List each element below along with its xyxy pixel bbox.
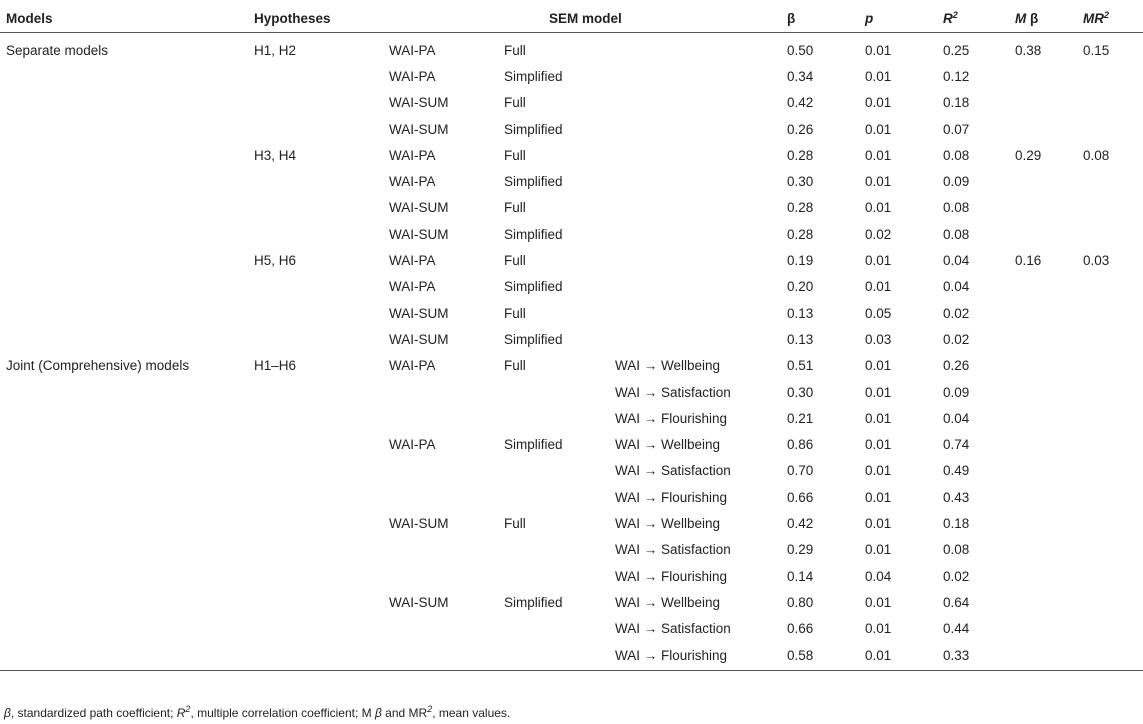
cell-wai-measure xyxy=(383,537,498,563)
table-row xyxy=(0,274,1143,300)
cell-beta: 0.70 xyxy=(787,463,814,479)
cell-model-type xyxy=(498,616,609,642)
cell-model xyxy=(0,484,248,510)
cell-p: 0.01 xyxy=(865,621,892,637)
table-row xyxy=(0,458,1143,484)
cell-p: 0.04 xyxy=(865,568,892,584)
cell-wai-measure xyxy=(383,484,498,510)
cell-mr2 xyxy=(1077,431,1143,457)
cell-p: 0.01 xyxy=(865,174,892,190)
cell-beta: 0.50 xyxy=(787,42,814,58)
cell-beta: 0.86 xyxy=(787,437,814,453)
cell-mr2 xyxy=(1077,642,1143,671)
cell-path xyxy=(609,300,781,326)
cell-beta: 0.58 xyxy=(781,642,859,671)
cell-mr2: 0.03 xyxy=(1083,253,1110,269)
cell-m-beta xyxy=(1009,274,1077,300)
cell-m-beta xyxy=(1009,458,1077,484)
cell-p: 0.01 xyxy=(865,253,892,269)
cell-model-type: Simplified xyxy=(504,121,563,137)
cell-beta: 0.34 xyxy=(787,68,814,84)
cell-path: WAI → Flourishing xyxy=(609,642,781,671)
cell-hypotheses xyxy=(248,221,383,247)
cell-model xyxy=(0,300,248,326)
cell-r2: 0.43 xyxy=(943,489,970,505)
cell-p: 0.05 xyxy=(865,305,892,321)
cell-m-beta xyxy=(1009,168,1077,194)
cell-m-beta xyxy=(1009,405,1077,431)
cell-mr2 xyxy=(1077,405,1143,431)
cell-model xyxy=(0,431,248,457)
cell-wai-measure xyxy=(383,563,498,589)
header-beta: β xyxy=(781,4,859,33)
cell-p: 0.01 xyxy=(865,200,892,216)
cell-beta: 0.19 xyxy=(787,253,814,269)
cell-model-type: Full xyxy=(504,147,526,163)
cell-m-beta xyxy=(1009,642,1077,671)
cell-r2: 0.02 xyxy=(943,568,970,584)
cell-path xyxy=(609,168,781,194)
table-footnote: β, standardized path coefficient; $R^2$, multiple correlation coefficient; M β and $MR^2$, mean values. xyxy=(4,704,511,720)
cell-r2: 0.04 xyxy=(943,253,970,269)
table-row xyxy=(0,589,1143,615)
cell-m-beta: 0.16 xyxy=(1015,253,1042,269)
cell-p: 0.01 xyxy=(865,594,892,610)
cell-m-beta xyxy=(1009,63,1077,89)
cell-model-type: Simplified xyxy=(504,594,563,610)
table-row xyxy=(0,142,1143,168)
cell-hypotheses xyxy=(248,326,383,352)
cell-beta: 0.26 xyxy=(787,121,814,137)
cell-wai-measure xyxy=(383,379,498,405)
cell-m-beta xyxy=(1009,431,1077,457)
cell-m-beta xyxy=(1009,563,1077,589)
table-row xyxy=(0,90,1143,116)
table-row xyxy=(0,642,1143,671)
cell-p: 0.01 xyxy=(865,95,892,111)
cell-wai-measure: WAI-SUM xyxy=(389,226,449,242)
cell-model-type: Simplified xyxy=(504,279,563,295)
cell-model-type: Full xyxy=(504,42,526,58)
cell-beta: 0.30 xyxy=(787,174,814,190)
cell-model-type xyxy=(498,642,609,671)
cell-hypotheses xyxy=(248,563,383,589)
cell-beta: 0.13 xyxy=(787,331,814,347)
cell-wai-measure: WAI-SUM xyxy=(389,121,449,137)
cell-hypotheses xyxy=(248,274,383,300)
table-row xyxy=(0,563,1143,589)
cell-p: 0.01 xyxy=(865,542,892,558)
cell-r2: 0.08 xyxy=(943,200,970,216)
cell-p: 0.01 xyxy=(865,42,892,58)
cell-hypotheses xyxy=(248,510,383,536)
cell-model: Joint (Comprehensive) models xyxy=(6,358,190,374)
cell-mr2 xyxy=(1077,195,1143,221)
cell-r2: 0.07 xyxy=(943,121,970,137)
cell-r2: 0.49 xyxy=(943,463,970,479)
cell-p: 0.01 xyxy=(859,642,937,671)
cell-model xyxy=(0,221,248,247)
cell-model xyxy=(0,642,248,671)
cell-wai-measure: WAI-SUM xyxy=(389,594,449,610)
cell-mr2 xyxy=(1077,353,1143,379)
cell-path xyxy=(609,326,781,352)
cell-m-beta xyxy=(1009,90,1077,116)
cell-beta: 0.29 xyxy=(787,542,814,558)
cell-model xyxy=(0,589,248,615)
header-r2: $R^2$ xyxy=(937,4,1009,33)
cell-beta: 0.20 xyxy=(787,279,814,295)
cell-hypotheses: H5, H6 xyxy=(254,253,297,269)
cell-wai-measure: WAI-SUM xyxy=(389,95,449,111)
cell-m-beta xyxy=(1009,537,1077,563)
cell-p: 0.01 xyxy=(865,515,892,531)
cell-hypotheses xyxy=(248,431,383,457)
cell-r2: 0.08 xyxy=(943,226,970,242)
cell-model xyxy=(0,90,248,116)
cell-r2: 0.02 xyxy=(943,305,970,321)
cell-beta: 0.80 xyxy=(787,594,814,610)
cell-wai-measure: WAI-PA xyxy=(389,147,436,163)
cell-model-type: Simplified xyxy=(504,174,563,190)
sem-results-table xyxy=(0,4,1143,671)
cell-path: WAI → Wellbeing xyxy=(615,437,721,453)
cell-path: WAI → Satisfaction xyxy=(615,463,731,479)
cell-wai-measure xyxy=(383,405,498,431)
cell-beta: 0.51 xyxy=(787,358,814,374)
cell-m-beta xyxy=(1009,116,1077,142)
cell-path: WAI → Satisfaction xyxy=(615,384,731,400)
cell-hypotheses: H1, H2 xyxy=(254,42,297,58)
cell-mr2 xyxy=(1077,458,1143,484)
cell-wai-measure: WAI-PA xyxy=(389,279,436,295)
cell-m-beta xyxy=(1009,195,1077,221)
cell-hypotheses xyxy=(248,116,383,142)
cell-beta: 0.28 xyxy=(787,200,814,216)
table-row xyxy=(0,353,1143,379)
cell-wai-measure xyxy=(383,616,498,642)
cell-p: 0.01 xyxy=(865,358,892,374)
cell-model-type: Simplified xyxy=(504,437,563,453)
cell-wai-measure: WAI-PA xyxy=(389,174,436,190)
cell-wai-measure: WAI-PA xyxy=(389,42,436,58)
cell-r2: 0.64 xyxy=(943,594,970,610)
cell-path: WAI → Wellbeing xyxy=(615,594,721,610)
cell-mr2 xyxy=(1077,63,1143,89)
cell-hypotheses xyxy=(248,90,383,116)
cell-mr2 xyxy=(1077,90,1143,116)
header-sem-model: SEM model xyxy=(383,4,781,33)
cell-beta: 0.66 xyxy=(787,489,814,505)
cell-r2: 0.09 xyxy=(943,384,970,400)
table-row xyxy=(0,537,1143,563)
cell-wai-measure: WAI-SUM xyxy=(389,331,449,347)
cell-wai-measure xyxy=(383,642,498,671)
cell-mr2 xyxy=(1077,221,1143,247)
cell-m-beta xyxy=(1009,221,1077,247)
table-row xyxy=(0,63,1143,89)
cell-model xyxy=(0,116,248,142)
cell-p: 0.01 xyxy=(865,489,892,505)
cell-path: WAI → Wellbeing xyxy=(615,358,721,374)
cell-model-type: Full xyxy=(504,95,526,111)
cell-model-type xyxy=(498,537,609,563)
cell-m-beta: 0.38 xyxy=(1015,42,1042,58)
cell-hypotheses xyxy=(248,195,383,221)
cell-path: WAI → Satisfaction xyxy=(615,621,731,637)
header-models: Models xyxy=(0,4,248,33)
table-row xyxy=(0,33,1143,64)
cell-m-beta xyxy=(1009,484,1077,510)
cell-beta: 0.30 xyxy=(787,384,814,400)
cell-model xyxy=(0,326,248,352)
cell-model xyxy=(0,168,248,194)
cell-model-type: Full xyxy=(504,253,526,269)
cell-p: 0.01 xyxy=(865,279,892,295)
cell-model-type xyxy=(498,563,609,589)
cell-model-type: Simplified xyxy=(504,226,563,242)
cell-hypotheses xyxy=(248,642,383,671)
cell-m-beta xyxy=(1009,326,1077,352)
cell-path xyxy=(609,142,781,168)
table-row xyxy=(0,326,1143,352)
cell-wai-measure: WAI-SUM xyxy=(389,305,449,321)
cell-r2: 0.18 xyxy=(943,95,970,111)
cell-beta: 0.28 xyxy=(787,147,814,163)
cell-hypotheses xyxy=(248,63,383,89)
cell-p: 0.01 xyxy=(865,437,892,453)
cell-hypotheses xyxy=(248,300,383,326)
cell-r2: 0.12 xyxy=(943,68,970,84)
table-row xyxy=(0,484,1143,510)
cell-r2: 0.25 xyxy=(943,42,970,58)
cell-mr2 xyxy=(1077,616,1143,642)
cell-m-beta: 0.29 xyxy=(1015,147,1042,163)
cell-m-beta xyxy=(1009,616,1077,642)
cell-mr2 xyxy=(1077,300,1143,326)
cell-m-beta xyxy=(1009,379,1077,405)
cell-m-beta xyxy=(1009,510,1077,536)
cell-wai-measure: WAI-PA xyxy=(389,358,436,374)
cell-wai-measure: WAI-SUM xyxy=(389,515,449,531)
cell-path xyxy=(609,33,781,64)
cell-mr2 xyxy=(1077,589,1143,615)
cell-model-type: Full xyxy=(504,515,526,531)
cell-p: 0.02 xyxy=(865,226,892,242)
cell-r2: 0.18 xyxy=(943,515,970,531)
cell-r2: 0.08 xyxy=(943,147,970,163)
cell-r2: 0.74 xyxy=(943,437,970,453)
cell-r2: 0.09 xyxy=(943,174,970,190)
cell-m-beta xyxy=(1009,300,1077,326)
cell-mr2 xyxy=(1077,510,1143,536)
cell-wai-measure: WAI-PA xyxy=(389,253,436,269)
cell-p: 0.03 xyxy=(865,331,892,347)
cell-r2: 0.08 xyxy=(943,542,970,558)
cell-mr2 xyxy=(1077,484,1143,510)
cell-model xyxy=(0,510,248,536)
cell-hypotheses: H1–H6 xyxy=(254,358,297,374)
cell-model: Separate models xyxy=(6,42,109,58)
cell-model-type: Full xyxy=(504,358,526,374)
cell-wai-measure xyxy=(383,458,498,484)
cell-path: WAI → Satisfaction xyxy=(615,542,731,558)
cell-wai-measure: WAI-SUM xyxy=(389,200,449,216)
table-row xyxy=(0,300,1143,326)
cell-model-type: Full xyxy=(504,200,526,216)
cell-beta: 0.28 xyxy=(787,226,814,242)
cell-mr2: 0.08 xyxy=(1083,147,1110,163)
cell-mr2 xyxy=(1077,326,1143,352)
cell-beta: 0.42 xyxy=(787,515,814,531)
cell-path xyxy=(609,90,781,116)
cell-model-type xyxy=(498,405,609,431)
cell-mr2 xyxy=(1077,537,1143,563)
cell-hypotheses xyxy=(248,168,383,194)
cell-p: 0.01 xyxy=(865,147,892,163)
header-row xyxy=(0,4,1143,33)
cell-r2: 0.26 xyxy=(943,358,970,374)
header-mr2: $MR^2$ xyxy=(1077,4,1143,33)
table-row xyxy=(0,168,1143,194)
cell-path xyxy=(609,63,781,89)
table-row xyxy=(0,221,1143,247)
header-m-beta: M β xyxy=(1009,4,1077,33)
cell-model xyxy=(0,63,248,89)
cell-hypotheses xyxy=(248,458,383,484)
cell-mr2: 0.15 xyxy=(1083,42,1110,58)
cell-model-type: Simplified xyxy=(504,331,563,347)
cell-path xyxy=(609,195,781,221)
cell-mr2 xyxy=(1077,379,1143,405)
cell-model-type: Full xyxy=(504,305,526,321)
cell-model xyxy=(0,405,248,431)
cell-model-type xyxy=(498,458,609,484)
cell-beta: 0.21 xyxy=(787,410,814,426)
cell-hypotheses xyxy=(248,405,383,431)
header-hypotheses: Hypotheses xyxy=(248,4,383,33)
cell-p: 0.01 xyxy=(865,410,892,426)
cell-path xyxy=(609,221,781,247)
header-p: p xyxy=(859,4,937,33)
cell-model xyxy=(0,379,248,405)
cell-hypotheses xyxy=(248,589,383,615)
cell-model xyxy=(0,537,248,563)
cell-p: 0.01 xyxy=(865,463,892,479)
table-row xyxy=(0,379,1143,405)
cell-path: WAI → Flourishing xyxy=(615,410,728,426)
cell-model xyxy=(0,458,248,484)
cell-r2: 0.04 xyxy=(943,410,970,426)
cell-model-type xyxy=(498,484,609,510)
cell-m-beta xyxy=(1009,589,1077,615)
cell-hypotheses: H3, H4 xyxy=(254,147,297,163)
table-row xyxy=(0,247,1143,273)
cell-model xyxy=(0,195,248,221)
cell-path xyxy=(609,274,781,300)
table-row xyxy=(0,431,1143,457)
cell-mr2 xyxy=(1077,563,1143,589)
cell-beta: 0.66 xyxy=(787,621,814,637)
table-row xyxy=(0,405,1143,431)
cell-wai-measure: WAI-PA xyxy=(389,68,436,84)
table-body xyxy=(0,33,1143,671)
cell-mr2 xyxy=(1077,274,1143,300)
table-row xyxy=(0,510,1143,536)
cell-r2: 0.04 xyxy=(943,279,970,295)
table-row xyxy=(0,616,1143,642)
cell-model xyxy=(0,142,248,168)
cell-path: WAI → Flourishing xyxy=(615,568,728,584)
cell-path xyxy=(609,116,781,142)
cell-model-type: Simplified xyxy=(504,68,563,84)
cell-model xyxy=(0,563,248,589)
cell-p: 0.01 xyxy=(865,384,892,400)
table-row xyxy=(0,116,1143,142)
cell-model xyxy=(0,247,248,273)
cell-p: 0.01 xyxy=(865,121,892,137)
cell-beta: 0.42 xyxy=(787,95,814,111)
cell-hypotheses xyxy=(248,616,383,642)
cell-path: WAI → Wellbeing xyxy=(615,515,721,531)
cell-beta: 0.14 xyxy=(787,568,814,584)
cell-hypotheses xyxy=(248,379,383,405)
cell-r2: 0.33 xyxy=(937,642,1009,671)
cell-path xyxy=(609,247,781,273)
cell-path: WAI → Flourishing xyxy=(615,489,728,505)
cell-r2: 0.44 xyxy=(943,621,970,637)
table-row xyxy=(0,195,1143,221)
cell-mr2 xyxy=(1077,116,1143,142)
cell-m-beta xyxy=(1009,353,1077,379)
cell-hypotheses xyxy=(248,484,383,510)
cell-beta: 0.13 xyxy=(787,305,814,321)
cell-wai-measure: WAI-PA xyxy=(389,437,436,453)
cell-model-type xyxy=(498,379,609,405)
cell-model xyxy=(0,616,248,642)
cell-mr2 xyxy=(1077,168,1143,194)
cell-model xyxy=(0,274,248,300)
cell-p: 0.01 xyxy=(865,68,892,84)
cell-r2: 0.02 xyxy=(943,331,970,347)
cell-hypotheses xyxy=(248,537,383,563)
